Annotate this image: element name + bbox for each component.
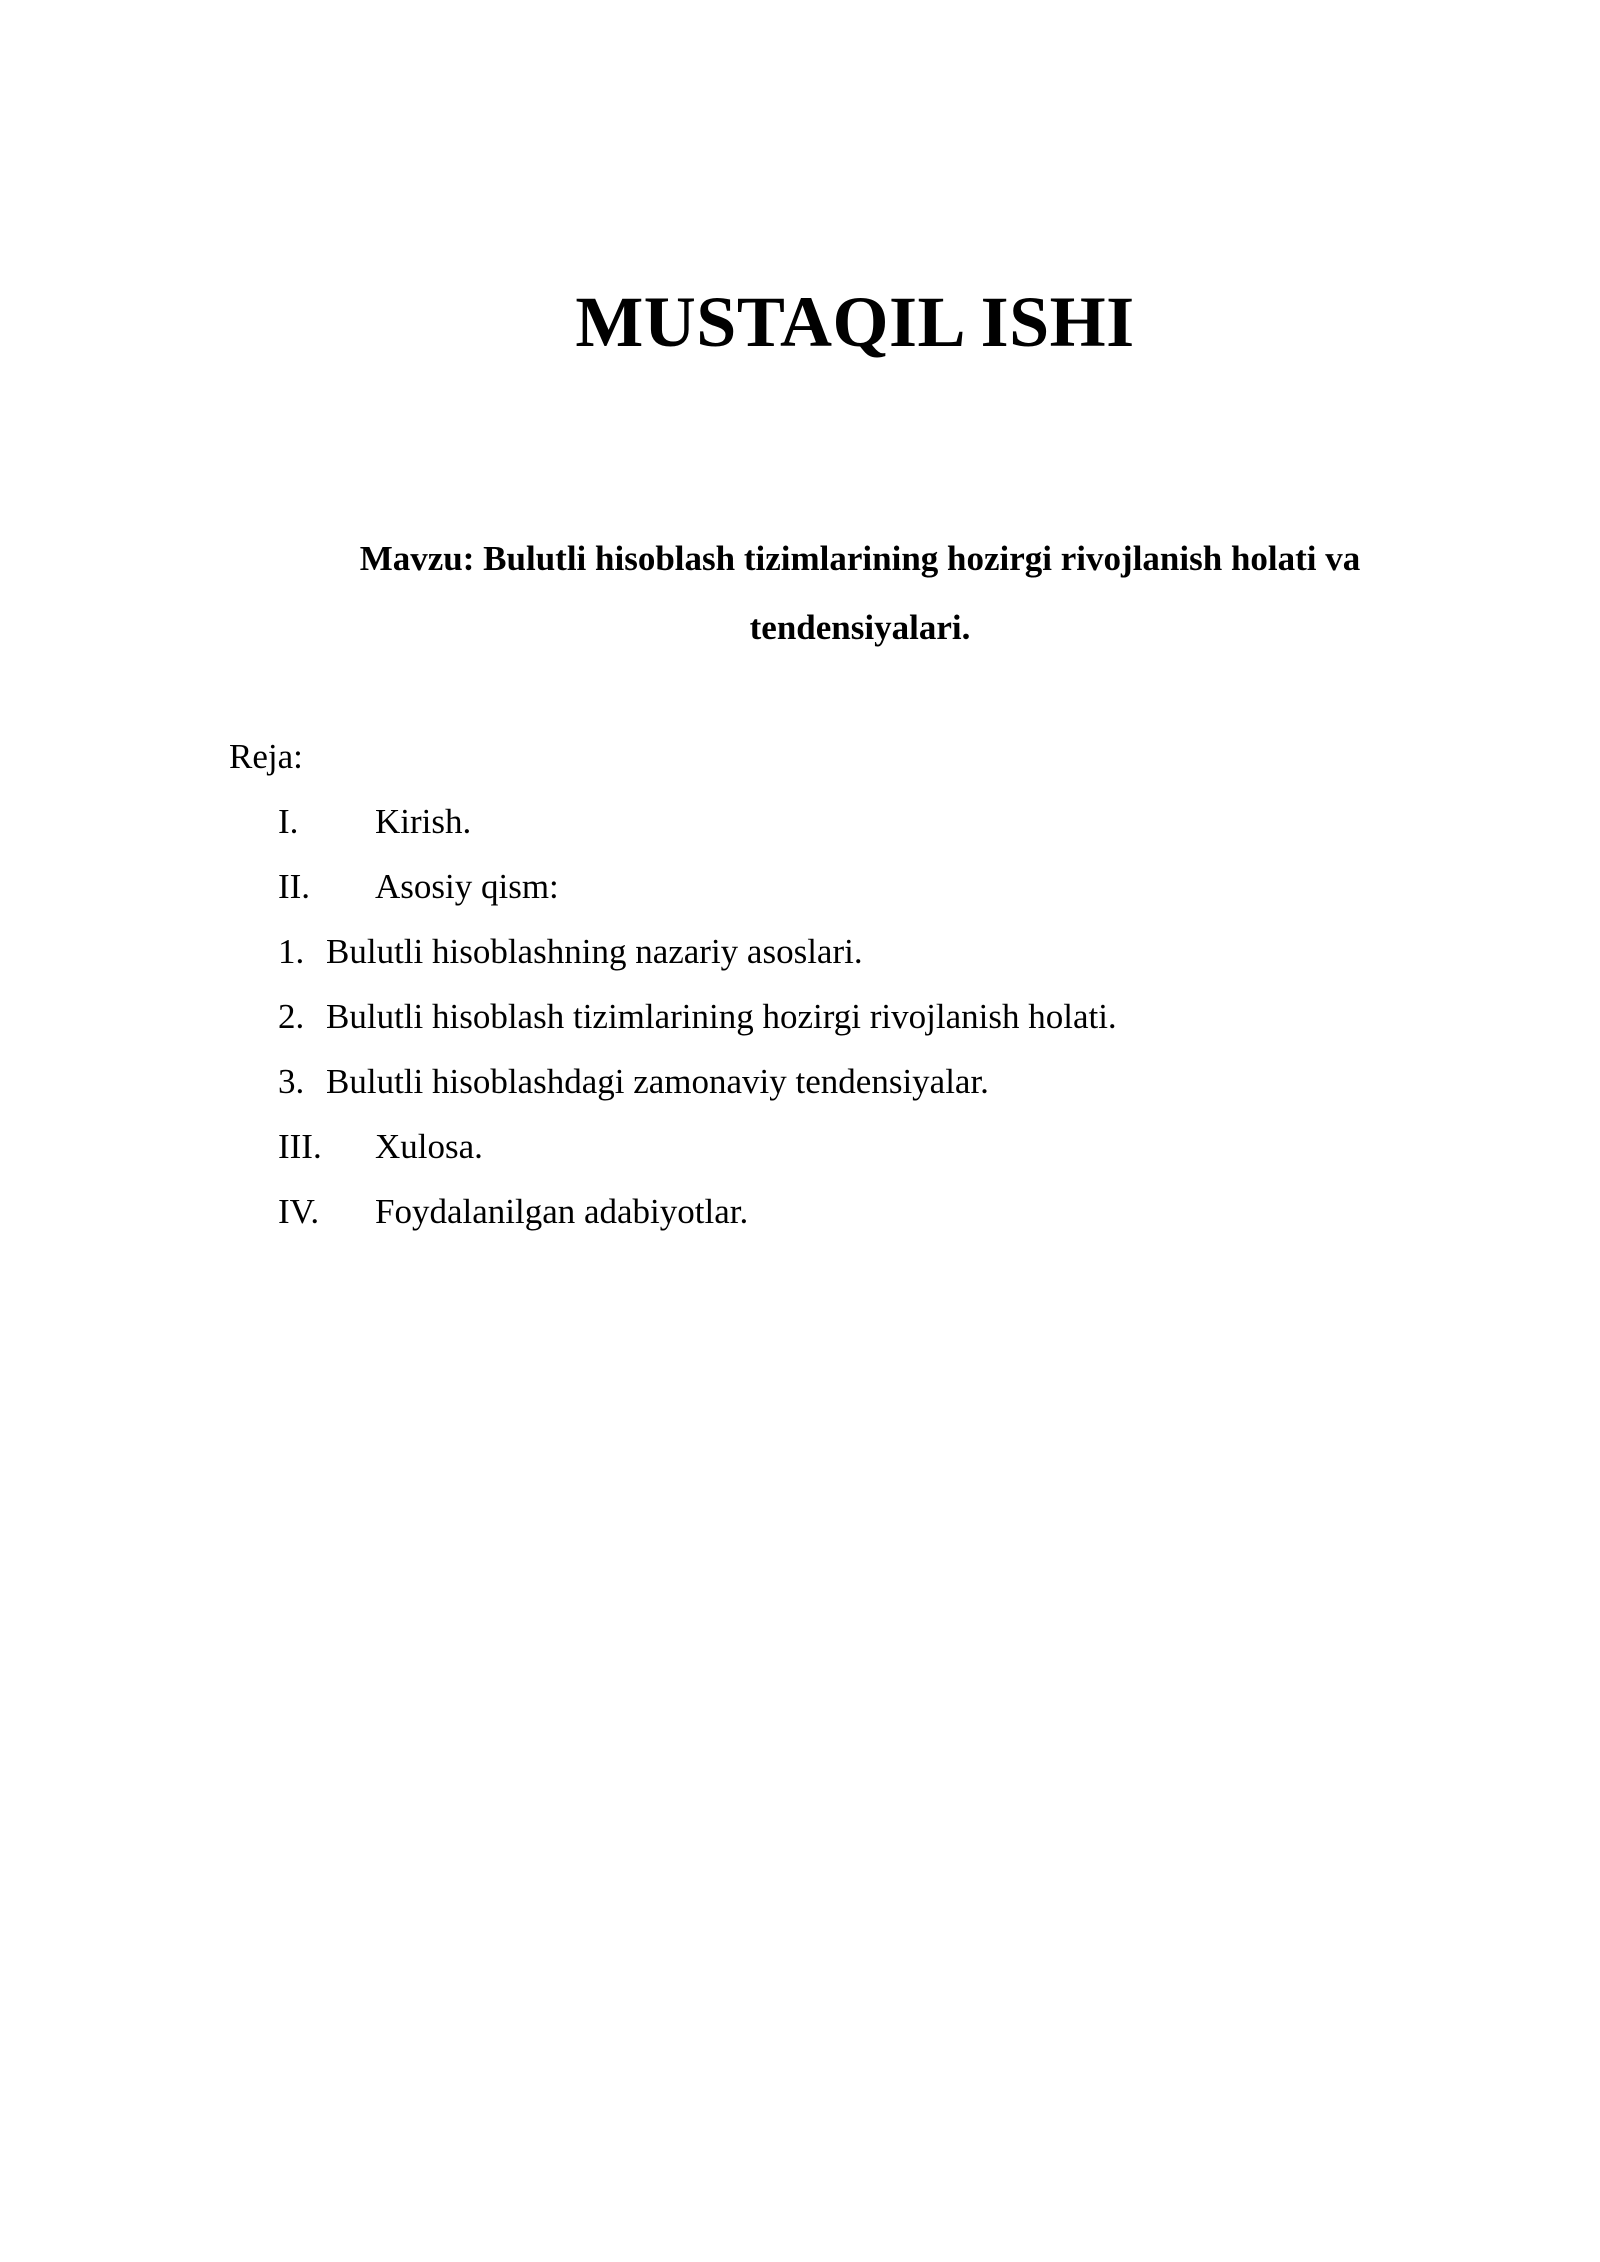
plan-item-marker: I. — [278, 802, 299, 841]
document-title: MUSTAQIL ISHI — [575, 282, 1135, 362]
topic-heading — [300, 524, 1420, 662]
plan-subitem-current-state — [229, 984, 1429, 1049]
plan-label: Reja: — [229, 737, 303, 776]
plan-item-text: Bulutli hisoblashning nazariy asoslari. — [326, 932, 863, 971]
plan-subitem-theory — [229, 919, 1429, 984]
plan-item-text: Asosiy qism: — [375, 867, 559, 906]
plan-item-main-part — [229, 854, 1429, 919]
plan-item-marker: 3. — [278, 1062, 305, 1101]
plan-item-text: Foydalanilgan adabiyotlar. — [375, 1192, 749, 1231]
plan-item-marker: III. — [278, 1127, 322, 1166]
plan-item-conclusion — [229, 1114, 1429, 1179]
plan-item-text: Xulosa. — [375, 1127, 483, 1166]
topic-line-2: tendensiyalari. — [749, 608, 971, 647]
topic-line-1: Mavzu: Bulutli hisoblash tizimlarining hozirgi rivojlanish holati va — [359, 539, 1361, 578]
plan-item-marker: IV. — [278, 1192, 320, 1231]
plan-item-text: Bulutli hisoblash tizimlarining hozirgi rivojlanish holati. — [326, 997, 1117, 1036]
plan-item-marker: 2. — [278, 997, 305, 1036]
plan-item-marker: 1. — [278, 932, 305, 971]
plan-item-text: Kirish. — [375, 802, 472, 841]
plan-item-marker: II. — [278, 867, 311, 906]
plan-item-references — [229, 1179, 1429, 1244]
plan-section — [229, 724, 1429, 1244]
plan-subitem-trends — [229, 1049, 1429, 1114]
plan-item-introduction — [229, 789, 1429, 854]
plan-item-text: Bulutli hisoblashdagi zamonaviy tendensiyalar. — [326, 1062, 989, 1101]
